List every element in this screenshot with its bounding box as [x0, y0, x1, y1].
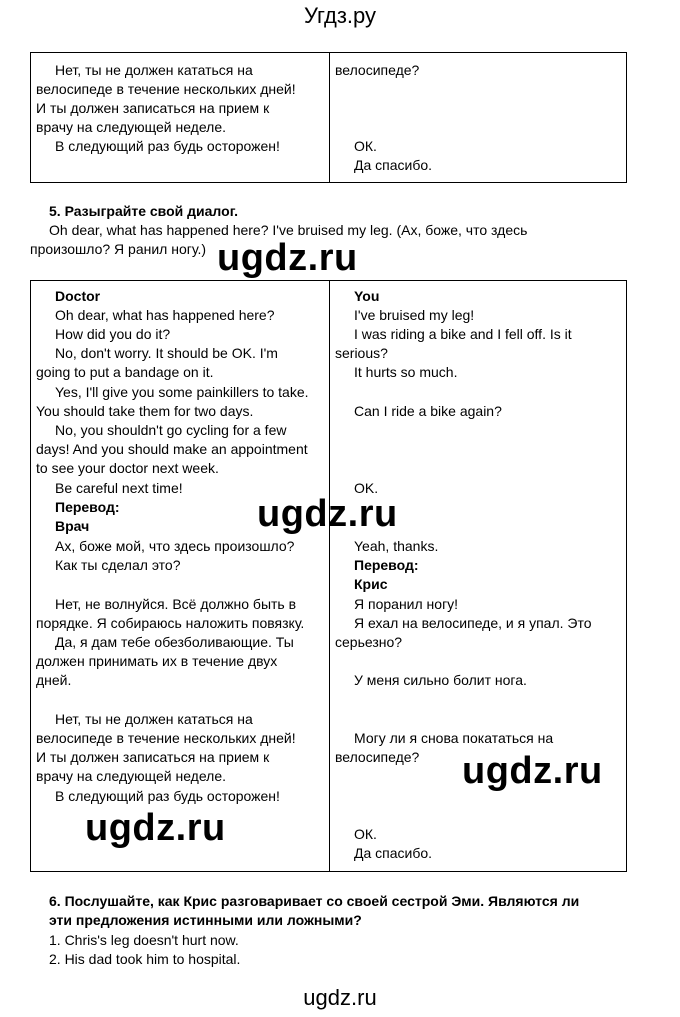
table-line: Да, я дам тебе обезболивающие. Ты: [55, 634, 294, 650]
task5-line: произошло? Я ранил ногу.): [30, 241, 206, 257]
table-line: должен принимать их в течение двух: [36, 653, 278, 669]
table-line: Be careful next time!: [55, 480, 183, 496]
table-line: It hurts so much.: [354, 364, 458, 380]
table-line: В следующий раз будь осторожен!: [55, 788, 280, 804]
task5-heading: 5. Разыграйте свой диалог.: [49, 203, 239, 219]
table-line: велосипеде в течение нескольких дней!: [36, 81, 296, 97]
table-line: Yeah, thanks.: [354, 538, 439, 554]
table-line: велосипеде?: [335, 62, 420, 78]
task6-heading: 6. Послушайте, как Крис разговаривает со своей сестрой Эми. Являются ли: [49, 893, 580, 909]
table-line: Да спасибо.: [354, 845, 433, 861]
table-line: У меня сильно болит нога.: [354, 672, 527, 688]
task6-item: 2. His dad took him to hospital.: [49, 951, 241, 967]
table-line: дней.: [36, 672, 72, 688]
table-line: to see your doctor next week.: [36, 460, 219, 476]
task5-line: Oh dear, what has happened here? I've bruised my leg. (Ах, боже, что здесь: [49, 222, 528, 238]
table-line: велосипеде в течение нескольких дней!: [36, 730, 296, 746]
table-line: Я ехал на велосипеде, и я упал. Это: [354, 615, 592, 631]
watermark: ugdz.ru: [217, 237, 358, 279]
table-line: Как ты сделал это?: [55, 557, 181, 573]
column-header-you: You: [354, 288, 380, 304]
table-line: Ах, боже мой, что здесь произошло?: [55, 538, 295, 554]
column-header-doctor-ru: Врач: [55, 518, 90, 534]
table-line: I was riding a bike and I fell off. Is it: [354, 326, 572, 342]
table-line: days! And you should make an appointment: [36, 441, 308, 457]
table-line: серьезно?: [335, 634, 403, 650]
table-line: В следующий раз будь осторожен!: [55, 138, 280, 154]
table-line: И ты должен записаться на прием к: [36, 749, 270, 765]
translation-label: Перевод:: [55, 499, 120, 515]
table-line: I've bruised my leg!: [354, 307, 475, 323]
footer-site-name: ugdz.ru: [303, 985, 377, 1010]
column-divider: [329, 53, 330, 182]
task6-item: 1. Chris's leg doesn't hurt now.: [49, 932, 239, 948]
table-line: врачу на следующей неделе.: [36, 119, 227, 135]
table-line: Нет, ты не должен кататься на: [55, 711, 253, 727]
table-line: serious?: [335, 345, 388, 361]
table-line: OK.: [354, 480, 379, 496]
translation-label: Перевод:: [354, 557, 419, 573]
table-line: И ты должен записаться на прием к: [36, 100, 270, 116]
dialog-table-continued: [30, 52, 627, 183]
site-title: Угдз.ру: [303, 3, 377, 28]
watermark: ugdz.ru: [257, 493, 398, 535]
column-header-chris: Крис: [354, 576, 388, 592]
table-line: врачу на следующей неделе.: [36, 768, 227, 784]
watermark: ugdz.ru: [462, 750, 603, 792]
table-line: No, don't worry. It should be OK. I'm: [55, 345, 278, 361]
table-line: Могу ли я снова покататься на: [354, 730, 554, 746]
table-line: No, you shouldn't go cycling for a few: [55, 422, 287, 438]
table-line: Yes, I'll give you some painkillers to take.: [55, 384, 309, 400]
table-line: Нет, ты не должен кататься на: [55, 62, 253, 78]
table-line: You should take them for two days.: [36, 403, 254, 419]
table-line: Can I ride a bike again?: [354, 403, 502, 419]
table-line: Нет, не волнуйся. Всё должно быть в: [55, 596, 297, 612]
table-line: ОК.: [354, 826, 377, 842]
table-line: Я поранил ногу!: [354, 596, 459, 612]
table-line: ОК.: [354, 138, 377, 154]
table-line: Да спасибо.: [354, 157, 433, 173]
table-line: How did you do it?: [55, 326, 171, 342]
table-line: Oh dear, what has happened here?: [55, 307, 275, 323]
watermark: ugdz.ru: [85, 807, 226, 849]
table-line: велосипеде?: [335, 749, 420, 765]
task6-heading-cont: эти предложения истинными или ложными?: [49, 912, 362, 928]
column-divider: [329, 281, 330, 871]
table-line: going to put a bandage on it.: [36, 364, 214, 380]
table-line: порядке. Я собираюсь наложить повязку.: [36, 615, 305, 631]
column-header-doctor: Doctor: [55, 288, 101, 304]
